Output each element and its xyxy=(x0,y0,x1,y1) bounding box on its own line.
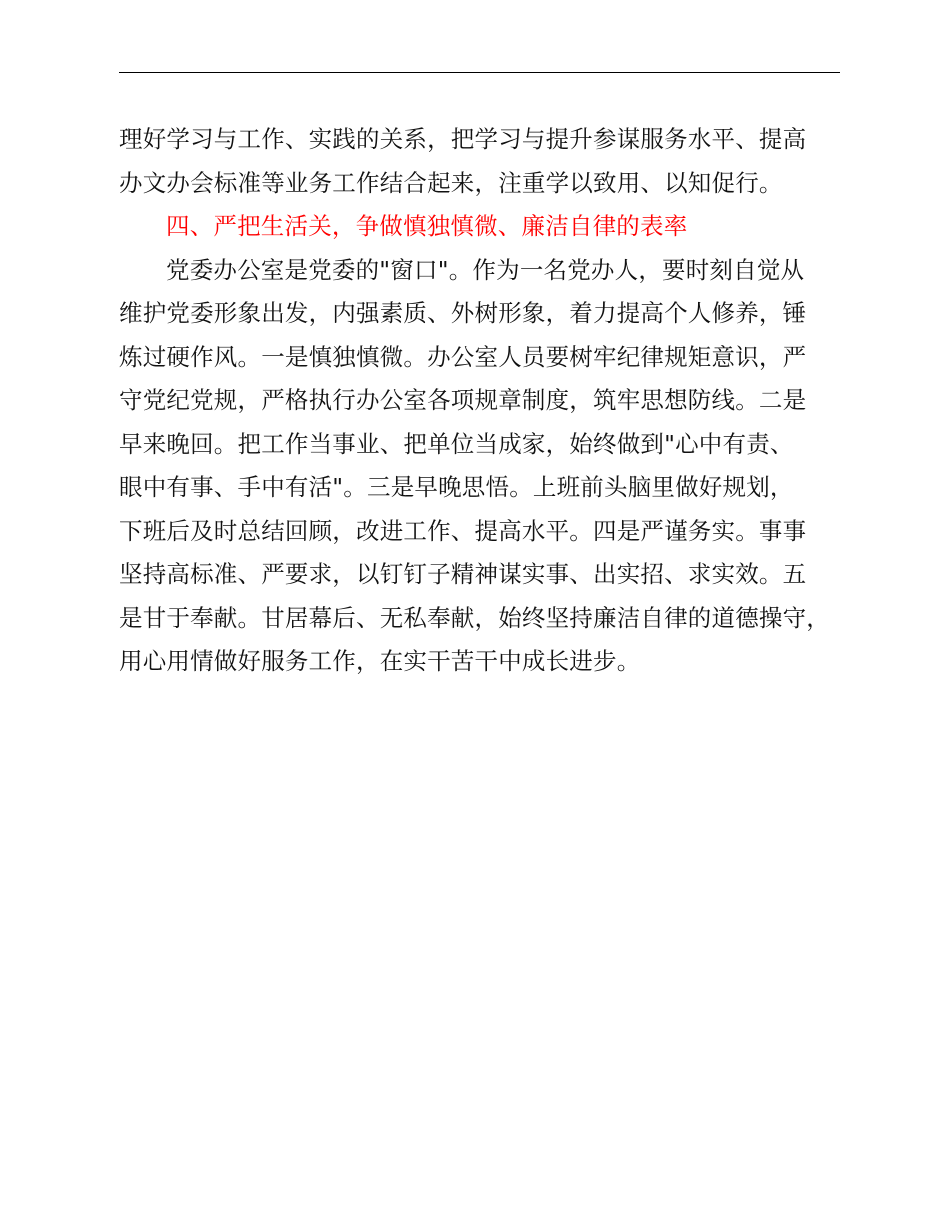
paragraph-line: 办文办会标准等业务工作结合起来，注重学以致用、以知促行。 xyxy=(119,168,783,197)
paragraph-line: 党委办公室是党委的"窗口"。作为一名党办人，要时刻自觉从 xyxy=(166,255,805,284)
paragraph-line: 炼过硬作风。一是慎独慎微。办公室人员要树牢纪律规矩意识，严 xyxy=(119,342,807,371)
paragraph-line: 守党纪党规，严格执行办公室各项规章制度，筑牢思想防线。二是 xyxy=(119,386,807,414)
body-text xyxy=(119,118,869,684)
header-rule xyxy=(119,72,840,73)
paragraph-line: 理好学习与工作、实践的关系，把学习与提升参谋服务水平、提高 xyxy=(119,125,807,153)
paragraph-line: 早来晚回。把工作当事业、把单位当成家，始终做到"心中有责、 xyxy=(119,429,794,458)
section-heading: 四、严把生活关，争做慎独慎微、廉洁自律的表率 xyxy=(166,212,688,240)
paragraph-line: 是甘于奉献。甘居幕后、无私奉献，始终坚持廉洁自律的道德操守， xyxy=(119,603,830,632)
paragraph-line: 眼中有事、手中有活"。三是早晚思悟。上班前头脑里做好规划， xyxy=(119,473,794,501)
paragraph-line: 下班后及时总结回顾，改进工作、提高水平。四是严谨务实。事事 xyxy=(119,516,807,545)
paragraph-line: 用心用情做好服务工作，在实干苦干中成长进步。 xyxy=(119,647,641,675)
paragraph-line: 坚持高标准、严要求，以钉钉子精神谋实事、出实招、求实效。五 xyxy=(119,560,807,588)
paragraph-line: 维护党委形象出发，内强素质、外树形象，着力提高个人修养，锤 xyxy=(119,299,807,327)
